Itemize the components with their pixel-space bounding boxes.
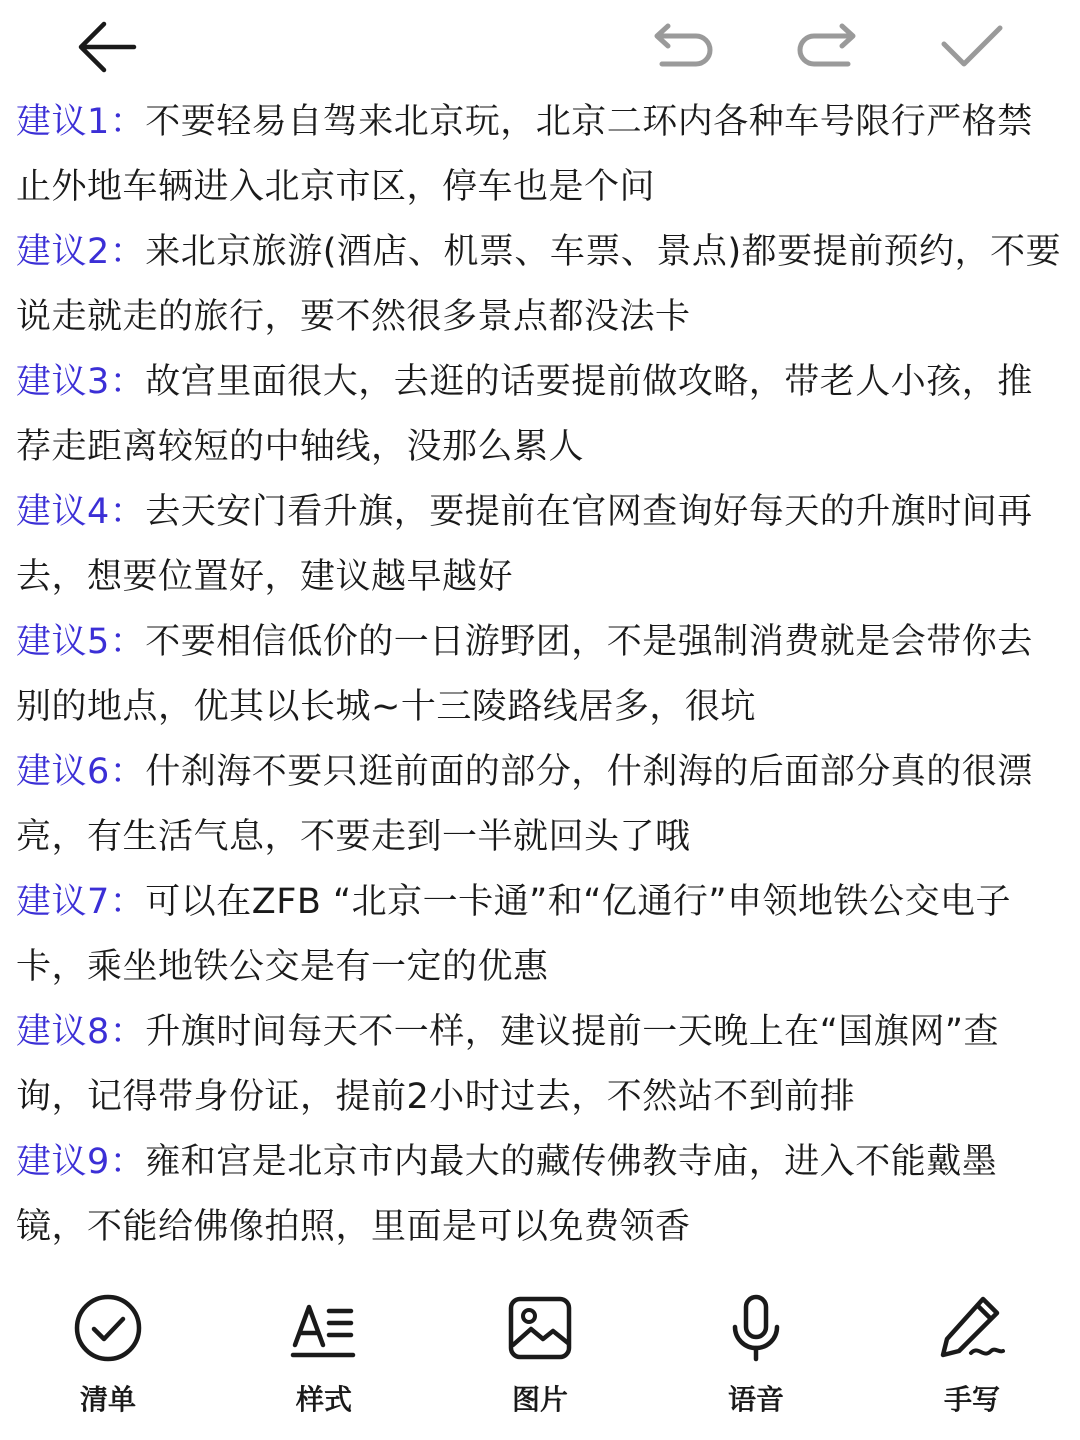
checklist-button[interactable] [43, 1290, 173, 1420]
handwrite-label: 手写 [943, 1383, 1000, 1416]
redo-button[interactable] [792, 12, 862, 82]
voice-button[interactable] [691, 1290, 821, 1420]
done-button[interactable] [936, 12, 1006, 82]
tip-paragraph [16, 90, 1066, 220]
tip-paragraph [16, 1000, 1066, 1130]
tip-paragraph [16, 220, 1066, 350]
handwrite-button[interactable] [907, 1290, 1037, 1420]
tip-text: 去天安门看升旗，要提前在官网查询好每天的升旗时间再去，想要位置好，建议越早越好 [16, 492, 1033, 597]
tip-text: 不要轻易自驾来北京玩，北京二环内各种车号限行严格禁止外地车辆进入北京市区，停车也是个问 [16, 102, 1033, 207]
undo-icon [648, 22, 718, 72]
tip-paragraph [16, 350, 1066, 480]
tip-label: 建议3： [16, 362, 146, 402]
note-body[interactable] [16, 90, 1066, 1260]
bottom-toolbar [0, 1290, 1080, 1430]
image-label: 图片 [511, 1383, 568, 1416]
check-circle-icon [70, 1290, 146, 1366]
tip-paragraph [16, 480, 1066, 610]
undo-button[interactable] [648, 12, 718, 82]
tip-paragraph [16, 610, 1066, 740]
tip-text: 来北京旅游(酒店、机票、车票、景点)都要提前预约，不要说走就走的旅行，要不然很多景点都没法卡 [16, 232, 1062, 337]
check-icon [938, 22, 1004, 72]
tip-label: 建议4： [16, 492, 146, 532]
tip-text: 不要相信低价的一日游野团，不是强制消费就是会带你去别的地点，优其以长城~十三陵路线居多，很坑 [16, 622, 1033, 727]
style-label: 样式 [295, 1383, 352, 1416]
pen-icon [934, 1290, 1010, 1366]
arrow-left-icon [74, 14, 140, 80]
tip-label: 建议6： [16, 752, 146, 792]
tip-label: 建议1： [16, 102, 146, 142]
tip-text: 雍和宫是北京市内最大的藏传佛教寺庙，进入不能戴墨镜，不能给佛像拍照，里面是可以免费领香 [16, 1142, 998, 1247]
tip-label: 建议9： [16, 1142, 146, 1182]
tip-paragraph [16, 870, 1066, 1000]
image-button[interactable] [475, 1290, 605, 1420]
tip-text: 故宫里面很大，去逛的话要提前做攻略，带老人小孩，推荐走距离较短的中轴线，没那么累人 [16, 362, 1033, 467]
redo-icon [792, 22, 862, 72]
image-icon [502, 1290, 578, 1366]
tip-label: 建议7： [16, 882, 146, 922]
tip-label: 建议2： [16, 232, 146, 272]
tip-label: 建议5： [16, 622, 146, 662]
text-style-icon [286, 1290, 362, 1366]
voice-label: 语音 [727, 1383, 784, 1416]
tip-text: 升旗时间每天不一样，建议提前一天晚上在“国旗网”查询，记得带身份证，提前2小时过去，不然站不到前排 [16, 1012, 1000, 1117]
microphone-icon [718, 1290, 794, 1366]
checklist-label: 清单 [79, 1383, 136, 1416]
back-button[interactable] [72, 12, 142, 82]
tip-text: 什刹海不要只逛前面的部分，什刹海的后面部分真的很漂亮，有生活气息，不要走到一半就回头了哦 [16, 752, 1033, 857]
top-bar [0, 0, 1080, 95]
tip-paragraph [16, 740, 1066, 870]
style-button[interactable] [259, 1290, 389, 1420]
tip-paragraph [16, 1130, 1066, 1260]
tip-label: 建议8： [16, 1012, 146, 1052]
tip-text: 可以在ZFB “北京一卡通”和“亿通行”申领地铁公交电子卡，乘坐地铁公交是有一定的优惠 [16, 882, 1012, 987]
